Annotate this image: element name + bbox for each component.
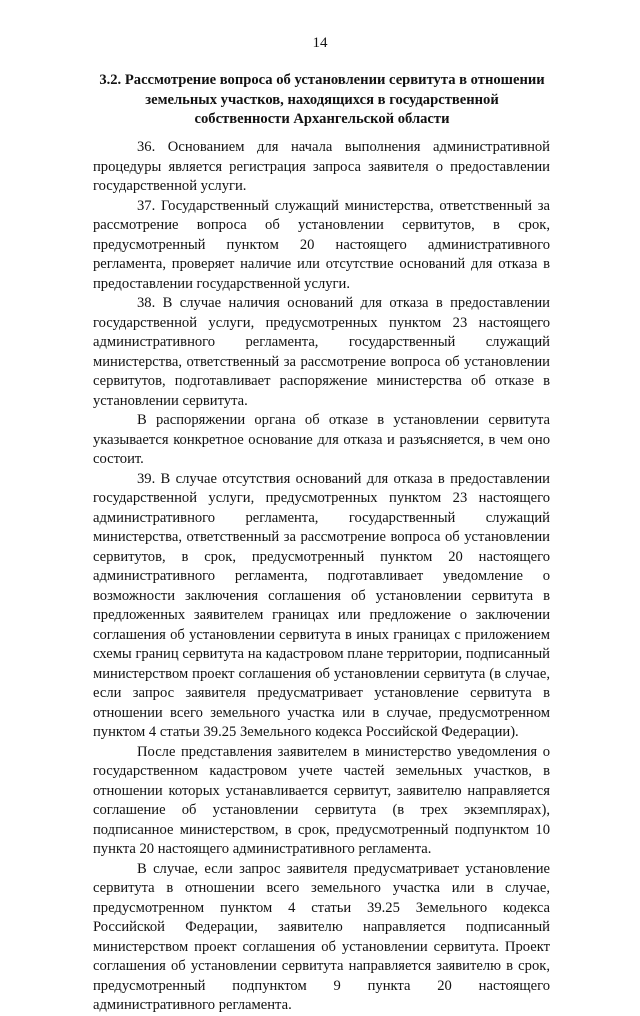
- paragraph-whole-plot: В случае, если запрос заявителя предусматривает установление сервитута в отношении всего земельного участка или в случае, предусмотренном пунктом 4 статьи 39.25 Земельного кодекса Российской Федерации, заявителю направляется подписанный министерством проект соглашения об установлении сервитута. Проект соглашения об установлении сервитута направляется заявителю в срок, предусмотренный подпунктом 9 пункта 20 настоящего административного регламента.: [93, 860, 550, 1013]
- paragraph-36: 36. Основанием для начала выполнения административной процедуры является регистрация запроса заявителя о предоставлении государственной услуги.: [93, 139, 550, 194]
- document-body: [93, 138, 550, 1016]
- paragraph-38: 38. В случае наличия оснований для отказа в предоставлении государственной услуги, предусмотренных пунктом 23 настоящего административного регламента, государственный служащий министерства, ответственный за рассмотрение вопроса об установлении сервитутов, подготавливает распоряжение министерства об отказе в установлении сервитута.: [93, 295, 550, 409]
- section-heading: 3.2. Рассмотрение вопроса об установлении сервитута в отношении земельных участков, находящихся в государственной собственности Архангельской области: [99, 72, 545, 127]
- paragraph-cadastral-notice: После представления заявителем в министерство уведомления о государственном кадастровом учете частей земельных участков, в отношении которых устанавливается сервитут, заявителю направляется соглашение об установлении сервитута (в трех экземплярах), подписанное министерством, в срок, предусмотренный подпунктом 10 пункта 20 настоящего административного регламента.: [93, 743, 550, 857]
- paragraph-39: 39. В случае отсутствия оснований для отказа в предоставлении государственной услуги, предусмотренных пунктом 23 настоящего административного регламента, государственный служащий министерства, ответственный за рассмотрение вопроса об установлении сервитутов, в срок, предусмотренный пунктом 20 настоящего административного регламента, подготавливает уведомление о возможности заключения соглашения об установлении сервитута в предложенных заявителем границах или предложение о заключении соглашения об установлении сервитута в иных границах с приложением схемы границ сервитута на кадастровом плане территории, подписанный министерством проект соглашения об установлении сервитута (в случае, если запрос заявителя предусматривает установление сервитута в отношении всего земельного участка или в случае, предусмотренном пунктом 4 статьи 39.25 Земельного кодекса Российской Федерации).: [93, 470, 550, 740]
- paragraph-refusal-order: В распоряжении органа об отказе в установлении сервитута указывается конкретное основание для отказа и разъясняется, в чем оно состоит.: [93, 412, 550, 467]
- paragraph-37: 37. Государственный служащий министерства, ответственный за рассмотрение вопроса об установлении сервитутов, в срок, предусмотренный пунктом 20 настоящего административного регламента, проверяет наличие или отсутствие оснований для отказа в предоставлении государственной услуги.: [93, 197, 550, 292]
- page-number: 14: [312, 35, 328, 51]
